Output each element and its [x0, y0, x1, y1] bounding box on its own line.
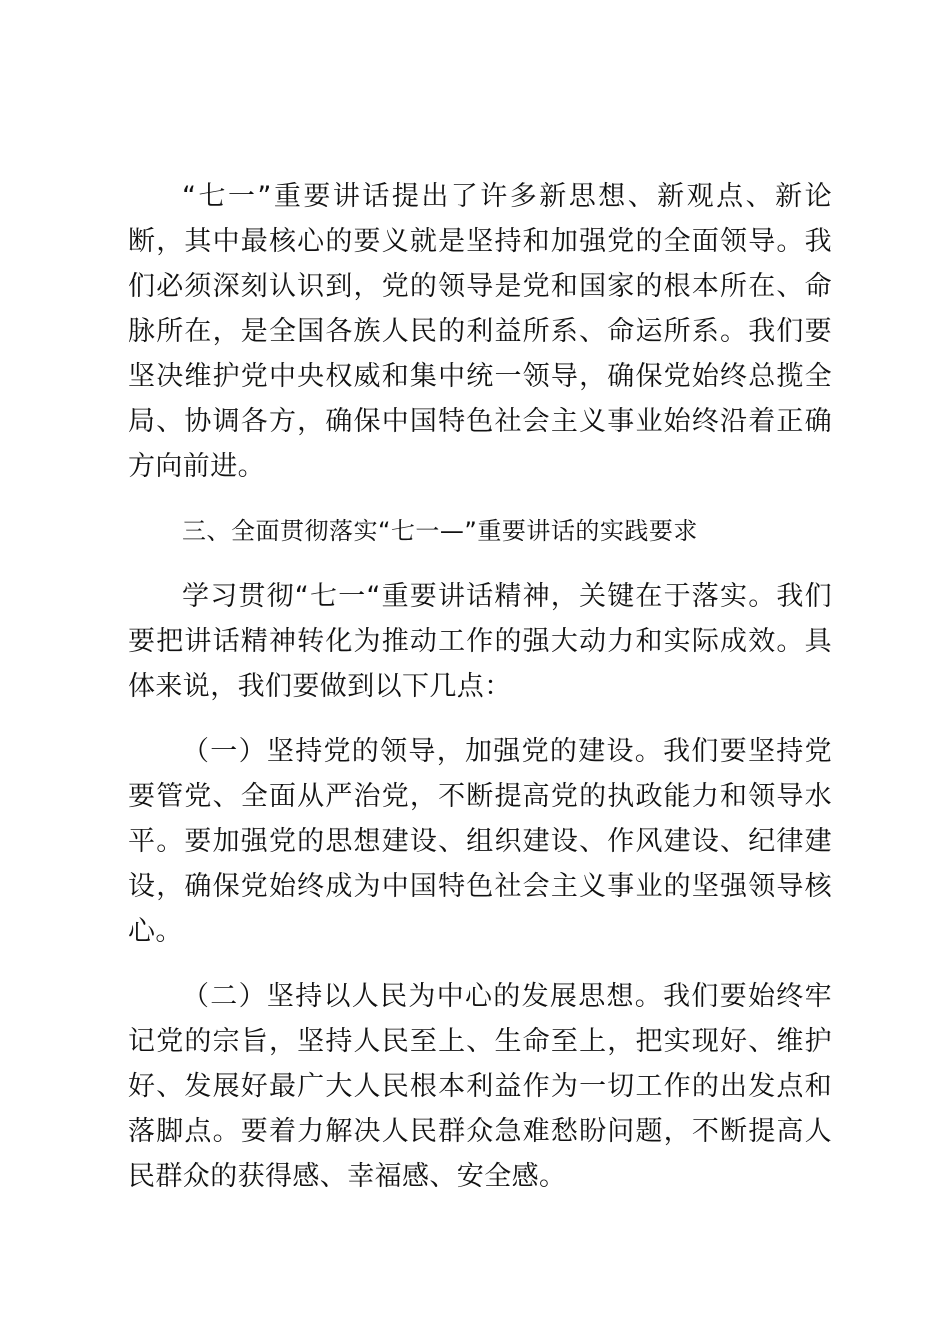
paragraph-point-1: （一）坚持党的领导，加强党的建设。我们要坚持党要管党、全面从严治党，不断提高党的执政能力和领导水平。要加强党的思想建设、组织建设、作风建设、纪律建设，确保党始终成为中国特色社会主义事业的坚强领导核心。 [128, 736, 832, 947]
paragraph-point-2: （二）坚持以人民为中心的发展思想。我们要始终牢记党的宗旨，坚持人民至上、生命至上，把实现好、维护好、发展好最广大人民根本利益作为一切工作的出发点和落脚点。要着力解决人民群众急难愁盼问题，不断提高人民群众的获得感、幸福感、安全感。 [128, 981, 832, 1192]
paragraph-implementation-intro: 学习贯彻“七一“重要讲话精神，关键在于落实。我们要把讲话精神转化为推动工作的强大动力和实际成效。具体来说，我们要做到以下几点： [128, 581, 832, 702]
paragraph-core-essence: “七一”重要讲话提出了许多新思想、新观点、新论断，其中最核心的要义就是坚持和加强党的全面领导。我们必须深刻认识到，党的领导是党和国家的根本所在、命脉所在，是全国各族人民的利益所系、命运所系。我们要坚决维护党中央权威和集中统一领导，确保党始终总揽全局、协调各方，确保中国特色社会主义事业始终沿着正确方向前进。 [128, 181, 832, 482]
document-body [128, 174, 832, 1199]
section-heading-3: 三、全面贯彻落实“七一—”重要讲话的实践要求 [182, 517, 698, 545]
